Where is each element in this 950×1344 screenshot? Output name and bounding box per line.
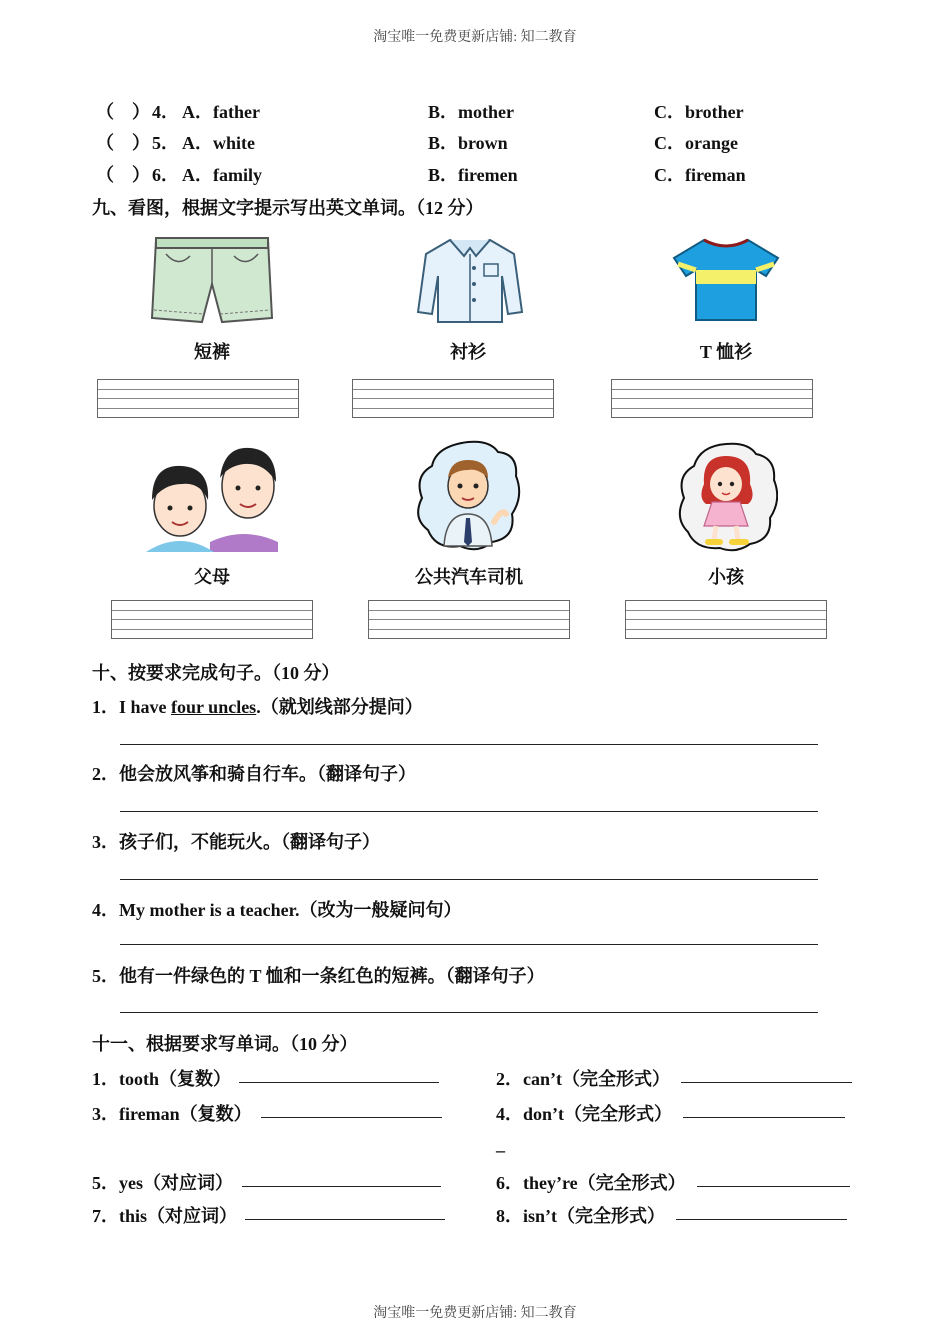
section-10-title: 十、按要求完成句子。（10 分）	[92, 663, 340, 683]
word-item-2: 2．can’t（完全形式）	[496, 1069, 670, 1089]
option-a: A．father	[182, 102, 260, 122]
writing-lines-child[interactable]	[625, 600, 827, 639]
answer-line-q2[interactable]	[120, 811, 818, 812]
page-header: 淘宝唯一免费更新店铺: 知二教育	[373, 30, 577, 45]
writing-lines-tshirt[interactable]	[611, 379, 813, 418]
answer-line-w3[interactable]	[261, 1117, 442, 1118]
option-b: B．mother	[428, 102, 514, 122]
answer-line-w7[interactable]	[245, 1219, 445, 1220]
answer-paren[interactable]: （ ）	[96, 133, 150, 153]
section-9-title: 九、看图，根据文字提示写出英文单词。（12 分）	[92, 198, 484, 218]
question-number: 6．	[152, 165, 179, 185]
caption-bus-driver: 公共汽车司机	[415, 567, 523, 587]
bus-driver-icon	[414, 438, 522, 557]
answer-line-q5[interactable]	[120, 1012, 818, 1013]
answer-line-w2[interactable]	[681, 1082, 852, 1083]
word-item-3: 3．fireman（复数）	[92, 1104, 252, 1124]
section-10-q4: 4．My mother is a teacher.（改为一般疑问句）	[92, 900, 462, 920]
answer-line-q1[interactable]	[120, 744, 818, 745]
option-c: C．fireman	[654, 165, 746, 185]
answer-line-w8[interactable]	[676, 1219, 847, 1220]
option-a: A．white	[182, 133, 255, 153]
caption-parents: 父母	[194, 567, 230, 587]
answer-line-w6[interactable]	[697, 1186, 850, 1187]
answer-paren[interactable]: （ ）	[96, 165, 150, 185]
section-10-q1	[92, 693, 423, 719]
answer-line-q4[interactable]	[120, 944, 818, 945]
answer-line-w4[interactable]	[683, 1117, 845, 1118]
shorts-icon	[148, 234, 276, 331]
option-a: A．family	[182, 165, 262, 185]
word-item-6: 6．they’re（完全形式）	[496, 1173, 686, 1193]
question-number: 5．	[152, 133, 179, 153]
word-item-4: 4．don’t（完全形式）	[496, 1104, 673, 1124]
option-c: C．brother	[654, 102, 744, 122]
q1-underlined: four uncles	[171, 697, 257, 717]
writing-lines-shorts[interactable]	[97, 379, 299, 418]
q1-pre: I have	[119, 697, 172, 717]
word-item-7: 7．this（对应词）	[92, 1206, 238, 1226]
page-footer: 淘宝唯一免费更新店铺: 知二教育	[373, 1306, 577, 1321]
caption-shorts: 短裤	[194, 342, 230, 362]
child-icon	[676, 440, 778, 557]
shirt-icon	[414, 234, 526, 329]
answer-line-q3[interactable]	[120, 879, 818, 880]
writing-lines-parents[interactable]	[111, 600, 313, 639]
caption-tshirt: T 恤衫	[699, 342, 753, 362]
stray-underscore: _	[496, 1134, 505, 1154]
answer-line-w1[interactable]	[239, 1082, 439, 1083]
answer-paren[interactable]: （ ）	[96, 102, 150, 122]
caption-child: 小孩	[708, 567, 744, 587]
q1-number: 1．	[92, 697, 119, 717]
answer-line-w5[interactable]	[242, 1186, 441, 1187]
section-10-q3: 3．孩子们，不能玩火。（翻译句子）	[92, 832, 380, 852]
word-item-8: 8．isn’t（完全形式）	[496, 1206, 666, 1226]
section-10-q2: 2．他会放风筝和骑自行车。（翻译句子）	[92, 764, 416, 784]
word-item-1: 1．tooth（复数）	[92, 1069, 231, 1089]
section-11-title: 十一、根据要求写单词。（10 分）	[92, 1034, 358, 1054]
parents-icon	[144, 442, 278, 557]
option-b: B．firemen	[428, 165, 518, 185]
word-item-5: 5．yes（对应词）	[92, 1173, 233, 1193]
q1-post: .（就划线部分提问）	[256, 697, 423, 717]
writing-lines-shirt[interactable]	[352, 379, 554, 418]
question-number: 4．	[152, 102, 179, 122]
option-c: C．orange	[654, 133, 738, 153]
section-10-q5: 5．他有一件绿色的 T 恤和一条红色的短裤。（翻译句子）	[92, 966, 545, 986]
tshirt-icon	[670, 234, 782, 329]
writing-lines-bus-driver[interactable]	[368, 600, 570, 639]
option-b: B．brown	[428, 133, 508, 153]
caption-shirt: 衬衫	[450, 342, 486, 362]
